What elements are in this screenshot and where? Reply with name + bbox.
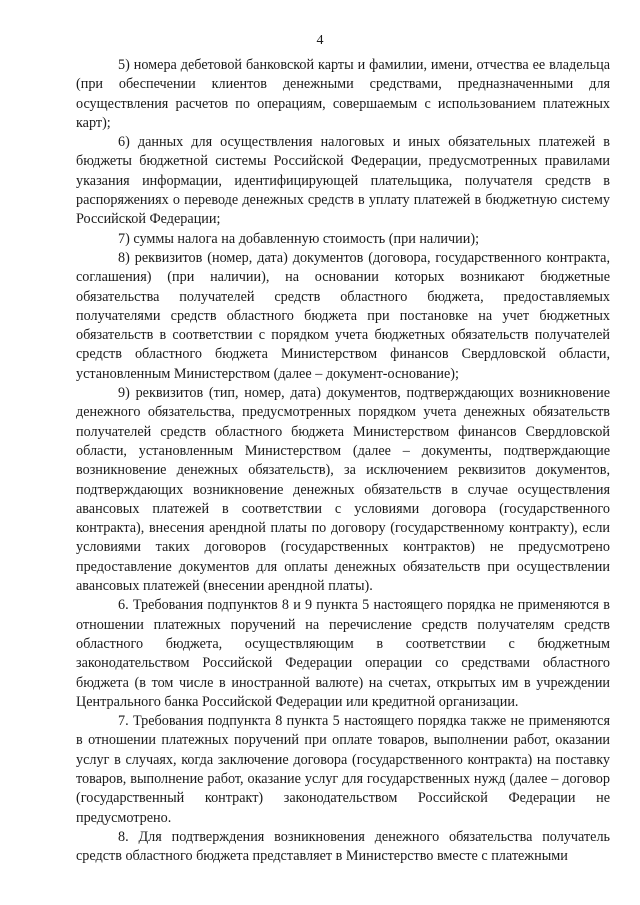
- page-number: 4: [316, 33, 324, 48]
- paragraph-item-6: 6) данных для осуществления налоговых и иных обязательных платежей в бюджеты бюджетной системы Российской Федерации, предусмотренных правилами указания информации, идентифицирующей плательщика, получателя средств в распоряжениях о переводе денежных средств в уплату платежей в бюджетную систему Российской Федерации;: [76, 134, 610, 228]
- paragraph-item-9: 9) реквизитов (тип, номер, дата) документов, подтверждающих возникновение денежного обязательства, предусмотренных порядком учета денежных обязательств получателей средств областного бюджета Министерством финансов Свердловской области, установленным Министерством (далее – документы, подтверждающие возникновение денежных обязательств), за исключением реквизитов документов, подтверждающих возникновение денежных обязательств в случае осуществления авансовых платежей в соответствии с условиями договора (государственного контракта), внесения арендной платы по договору (государственному контракту), если условиями таких договоров (государственных контрактов) не предусмотрено предоставление документов для оплаты денежных обязательств при осуществлении авансовых платежей (внесении арендной платы).: [76, 385, 610, 595]
- paragraph-clause-6: 6. Требования подпунктов 8 и 9 пункта 5 настоящего порядка не применяются в отношении платежных поручений на перечисление средств получателям средств областного бюджета, осуществляющим в соответствии с бюджетным законодательством Российской Федерации операции со средствами областного бюджета (в том числе в иностранной валюте) на счетах, открытых им в учреждении Центрального банка Российской Федерации или кредитной организации.: [76, 597, 610, 710]
- document-body: [76, 56, 610, 866]
- paragraph-clause-7: 7. Требования подпункта 8 пункта 5 настоящего порядка также не применяются в отношении платежных поручений при оплате товаров, выполнении работ, оказании услуг в случаях, когда заключение договора (государственного контракта) на поставку товаров, выполнение работ, оказание услуг для государственных нужд (далее – договор (государственный контракт) законодательством Российской Федерации не предусмотрено.: [76, 713, 610, 826]
- paragraph-clause-8: 8. Для подтверждения возникновения денежного обязательства получатель средств областного бюджета представляет в Министерство вместе с платежными: [76, 828, 610, 865]
- paragraph-item-5: 5) номера дебетовой банковской карты и фамилии, имени, отчества ее владельца (при обеспечении клиентов денежными средствами, предназначенными для осуществления расчетов по операциям, совершаемым с использованием платежных карт);: [76, 57, 610, 131]
- paragraph-item-8: 8) реквизитов (номер, дата) документов (договора, государственного контракта, соглашения) (при наличии), на основании которых возникают бюджетные обязательства получателей средств областного бюджета, предоставляемых получателями средств областного бюджета при постановке на учет бюджетных обязательств в соответствии с порядком учета бюджетных обязательств получателей средств областного бюджета Министерством финансов Свердловской области, установленным Министерством (далее – документ-основание);: [76, 249, 610, 382]
- paragraph-item-7: 7) суммы налога на добавленную стоимость (при наличии);: [118, 230, 480, 247]
